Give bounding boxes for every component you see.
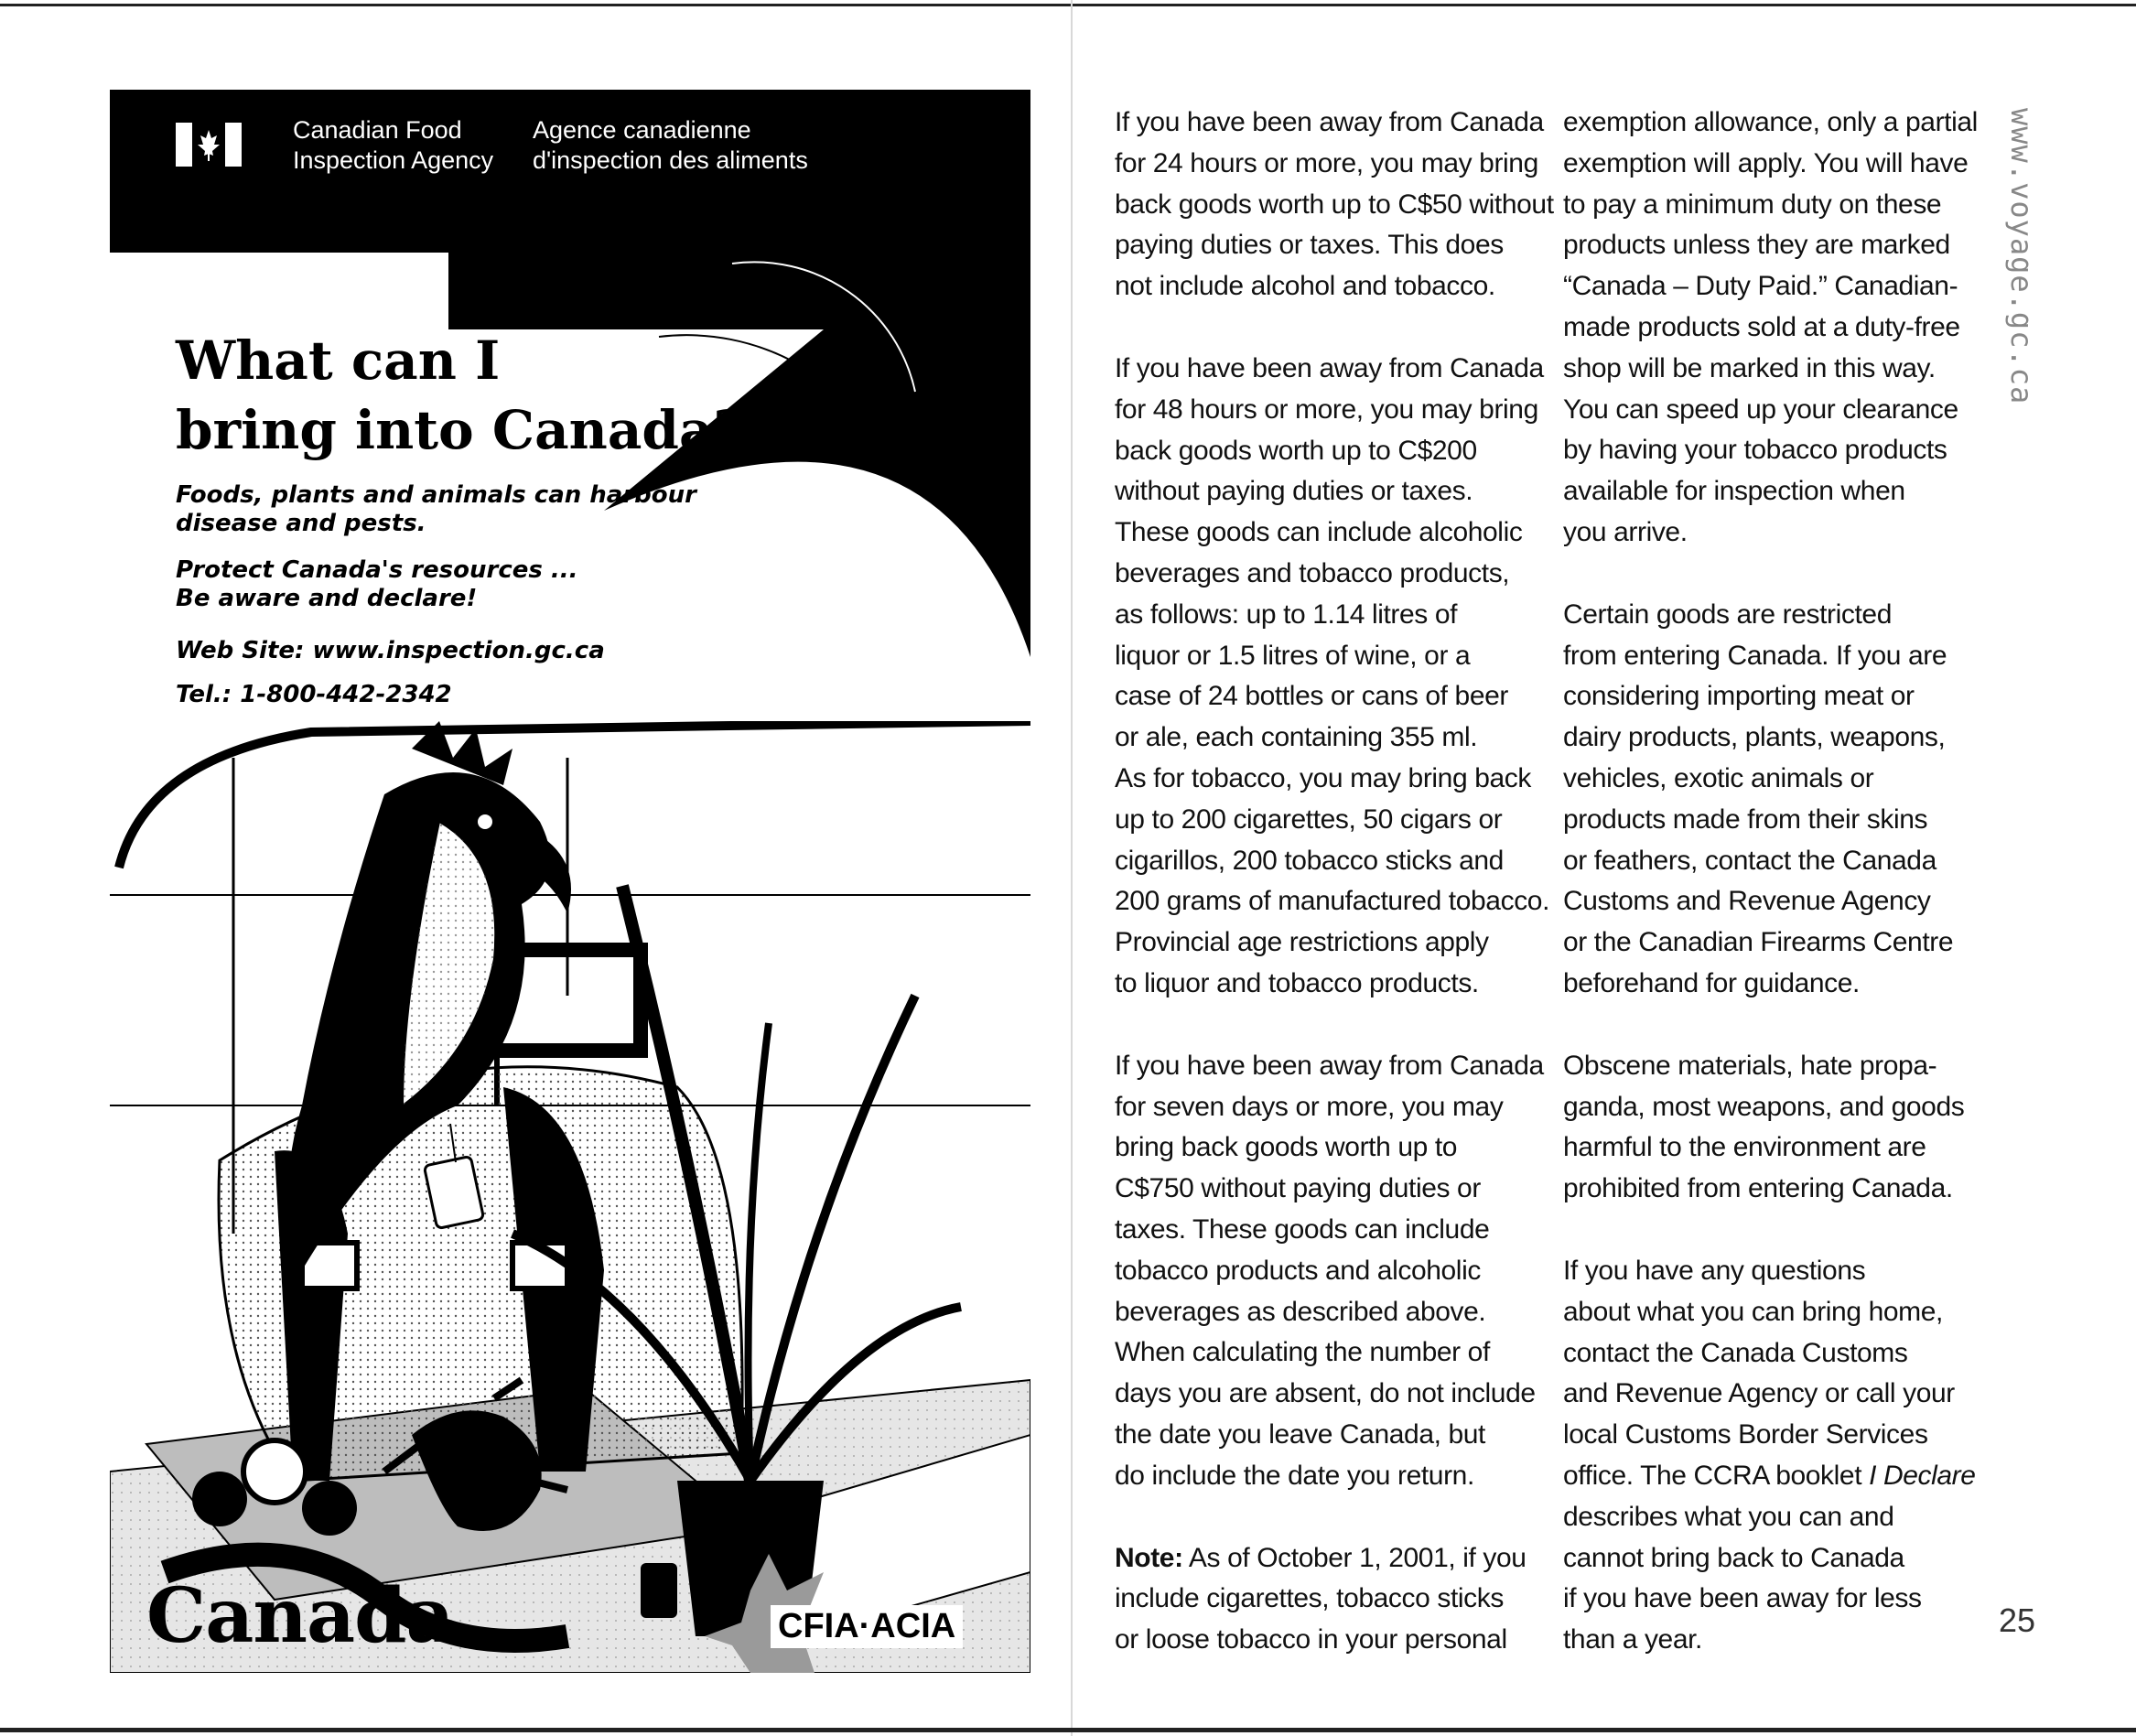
text-line: bring back goods worth up to: [1115, 1132, 1458, 1163]
text-line: Customs and Revenue Agency: [1563, 886, 1931, 917]
cfia-logo-text: CFIA·ACIA: [771, 1605, 963, 1648]
top-edge-line: [0, 4, 2136, 6]
text-line: made products sold at a duty-free: [1563, 311, 1960, 342]
text-line: If you have been away from Canada: [1115, 352, 1544, 383]
ad-title-line-1: What can I: [176, 329, 501, 392]
text-line: “Canada – Duty Paid.” Canadian-: [1563, 271, 1958, 302]
paragraph-exemption: [1563, 102, 1993, 554]
text-line: tobacco products and alcoholic: [1115, 1255, 1481, 1286]
paragraph-note: [1115, 1538, 1545, 1661]
text-line: contact the Canada Customs: [1563, 1337, 1908, 1368]
text-line: dairy products, plants, weapons,: [1563, 722, 1946, 753]
text-line: do include the date you return.: [1115, 1460, 1474, 1491]
text-line: cigarillos, 200 tobacco sticks and: [1115, 845, 1504, 876]
text-line: harmful to the environment are: [1563, 1132, 1926, 1163]
ad-tagline-line-2: disease and pests.: [176, 510, 426, 537]
text-line: considering importing meat or: [1563, 681, 1915, 712]
paragraph-seven-days: [1115, 1046, 1545, 1497]
text-line: include cigarettes, tobacco sticks: [1115, 1583, 1504, 1614]
text-line: days you are absent, do not include: [1115, 1378, 1536, 1409]
text-line: [1563, 1456, 1993, 1497]
text-line: prohibited from entering Canada.: [1563, 1173, 1953, 1204]
text-line: for 48 hours or more, you may bring: [1115, 394, 1538, 425]
text-line: Provincial age restrictions apply: [1115, 927, 1489, 958]
text-line: describes what you can and: [1563, 1501, 1894, 1532]
paragraph-questions: [1563, 1251, 1993, 1661]
ad-protect-line-2: Be aware and declare!: [176, 585, 478, 612]
text-line: beforehand for guidance.: [1563, 967, 1860, 998]
text-line: exemption allowance, only a partial: [1563, 107, 1978, 137]
ad-title: [176, 326, 871, 465]
text-line: or feathers, contact the Canada: [1563, 845, 1936, 876]
text-line: than a year.: [1563, 1624, 1702, 1655]
ad-protect-message: [176, 556, 578, 613]
ad-telephone: Tel.: 1-800-442-2342: [176, 681, 452, 708]
text-line: vehicles, exotic animals or: [1563, 762, 1874, 793]
text-line: without paying duties or taxes.: [1115, 476, 1473, 507]
agency-fr-line-1: Agence canadienne: [533, 116, 751, 144]
agency-name-french: [533, 115, 808, 176]
text-line: up to 200 cigarettes, 50 cigars or: [1115, 803, 1503, 835]
text-line: [1115, 1538, 1545, 1580]
text-line: If you have been away from Canada: [1115, 1050, 1544, 1081]
text-line: for seven days or more, you may: [1115, 1091, 1504, 1122]
ad-website: Web Site: www.inspection.gc.ca: [176, 637, 605, 664]
text-line: cannot bring back to Canada: [1563, 1542, 1904, 1573]
text-line: beverages and tobacco products,: [1115, 557, 1510, 588]
parrot-luggage-illustration: [110, 721, 1030, 1673]
agency-en-line-1: Canadian Food: [293, 116, 462, 144]
bottom-edge-line: [0, 1728, 2136, 1732]
text-line: not include alcohol and tobacco.: [1115, 271, 1495, 302]
text-line: you arrive.: [1563, 516, 1688, 547]
text-line: or ale, each containing 355 ml.: [1115, 722, 1478, 753]
agency-fr-line-2: d'inspection des aliments: [533, 146, 808, 174]
text-column-2: [1563, 102, 1993, 1702]
text-line: As for tobacco, you may bring back: [1115, 762, 1531, 793]
text-line: If you have any questions: [1563, 1255, 1866, 1286]
text-line: to pay a minimum duty on these: [1563, 189, 1942, 220]
text-line: C$750 without paying duties or: [1115, 1173, 1481, 1204]
ad-title-line-2: bring into Canada?: [176, 399, 745, 461]
text-line: local Customs Border Services: [1563, 1419, 1928, 1450]
text-line: or the Canadian Firearms Centre: [1563, 927, 1954, 958]
text-line: ganda, most weapons, and goods: [1563, 1091, 1965, 1122]
text-line: from entering Canada. If you are: [1563, 640, 1947, 671]
text-line: by having your tobacco products: [1563, 435, 1947, 466]
text-line: You can speed up your clearance: [1563, 394, 1958, 425]
text-line: liquor or 1.5 litres of wine, or a: [1115, 640, 1471, 671]
paragraph-prohibited-goods: [1563, 1046, 1993, 1210]
text-line: available for inspection when: [1563, 476, 1905, 507]
booklet-title: I Declare: [1869, 1460, 1976, 1491]
ad-tagline: [176, 481, 696, 538]
text-line: If you have been away from Canada: [1115, 107, 1544, 137]
text-line: These goods can include alcoholic: [1115, 517, 1523, 548]
text-line: shop will be marked in this way.: [1563, 352, 1936, 383]
side-url-vertical: [2004, 108, 2050, 437]
agency-name-english: [293, 115, 493, 176]
text-line: Obscene materials, hate propa-: [1563, 1050, 1937, 1081]
text-line: back goods worth up to C$200: [1115, 435, 1477, 466]
text-line: for 24 hours or more, you may bring: [1115, 147, 1538, 178]
canada-wordmark: Canada: [146, 1572, 454, 1660]
text-column-1: [1115, 102, 1554, 1702]
text-line: products made from their skins: [1563, 803, 1928, 835]
cfia-advertisement: [110, 90, 1030, 1673]
note-label: Note:: [1115, 1542, 1183, 1573]
text-line: or loose tobacco in your personal: [1115, 1624, 1507, 1655]
text-line: Certain goods are restricted: [1563, 598, 1892, 630]
booklet-sentence: office. The CCRA booklet: [1563, 1460, 1870, 1491]
text-line: When calculating the number of: [1115, 1337, 1490, 1368]
text-line: as follows: up to 1.14 litres of: [1115, 598, 1458, 630]
text-line: the date you leave Canada, but: [1115, 1418, 1485, 1450]
page-number: 25: [1999, 1601, 2036, 1639]
agency-en-line-2: Inspection Agency: [293, 146, 494, 174]
paragraph-restricted-goods: [1563, 595, 1993, 1005]
text-line: 200 grams of manufactured tobacco.: [1115, 886, 1550, 917]
ad-tagline-line-1: Foods, plants and animals can harbour: [176, 481, 696, 509]
paragraph-48-hours: [1115, 349, 1550, 1005]
text-line: beverages as described above.: [1115, 1296, 1486, 1327]
text-line: back goods worth up to C$50 without: [1115, 189, 1554, 220]
text-line: and Revenue Agency or call your: [1563, 1378, 1955, 1409]
text-line: exemption will apply. You will have: [1563, 147, 1969, 178]
note-first-line: As of October 1, 2001, if you: [1182, 1542, 1526, 1573]
text-line: case of 24 bottles or cans of beer: [1115, 681, 1508, 712]
text-line: paying duties or taxes. This does: [1115, 230, 1504, 261]
text-line: to liquor and tobacco products.: [1115, 967, 1479, 998]
text-line: if you have been away for less: [1563, 1583, 1922, 1614]
canada-flag-icon: [176, 123, 242, 167]
text-line: about what you can bring home,: [1563, 1296, 1943, 1327]
page-spine: [1071, 0, 1073, 1736]
paragraph-24-hours: [1115, 102, 1554, 307]
side-url-text: www.voyage.gc.ca: [2004, 108, 2039, 405]
text-line: products unless they are marked: [1563, 230, 1950, 261]
ad-protect-line-1: Protect Canada's resources ...: [176, 556, 578, 584]
text-line: taxes. These goods can include: [1115, 1213, 1490, 1245]
